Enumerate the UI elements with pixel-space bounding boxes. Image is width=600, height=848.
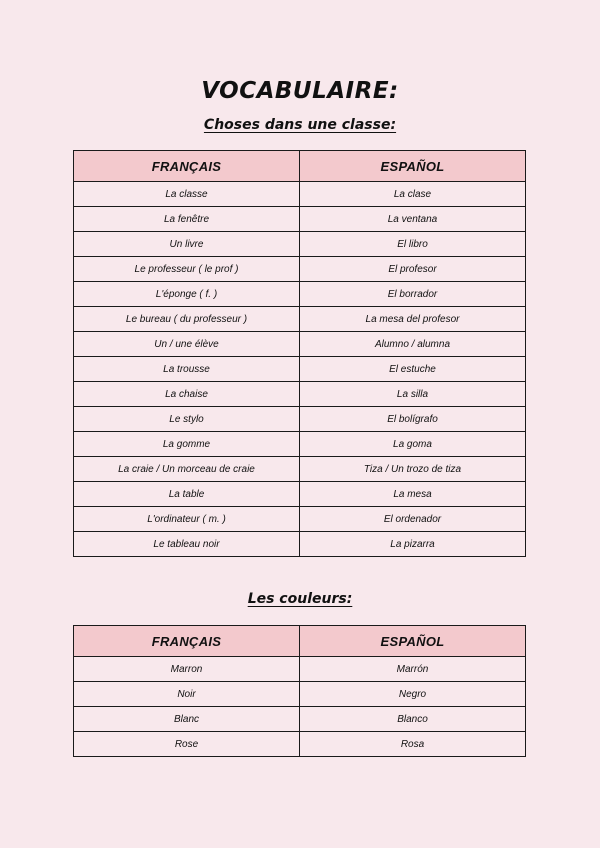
spanish-cell: La mesa del profesor bbox=[300, 307, 526, 332]
table-row bbox=[74, 307, 526, 332]
french-cell: La table bbox=[74, 482, 300, 507]
french-cell: L'éponge ( f. ) bbox=[74, 282, 300, 307]
french-cell: Le tableau noir bbox=[74, 532, 300, 557]
section-heading-colors: Les couleurs: bbox=[247, 591, 353, 607]
table-header-row bbox=[74, 151, 526, 182]
spanish-cell: El estuche bbox=[300, 357, 526, 382]
table-row bbox=[74, 682, 526, 707]
french-cell: La trousse bbox=[74, 357, 300, 382]
french-cell: Le stylo bbox=[74, 407, 300, 432]
classroom-vocab-table bbox=[73, 150, 526, 557]
spanish-cell: Marrón bbox=[300, 657, 526, 682]
table-header-row bbox=[74, 626, 526, 657]
french-cell: La chaise bbox=[74, 382, 300, 407]
french-cell: La craie / Un morceau de craie bbox=[74, 457, 300, 482]
spanish-cell: El borrador bbox=[300, 282, 526, 307]
spanish-cell: El profesor bbox=[300, 257, 526, 282]
french-cell: Blanc bbox=[74, 707, 300, 732]
french-cell: Un / une élève bbox=[74, 332, 300, 357]
table-row bbox=[74, 507, 526, 532]
table-row bbox=[74, 282, 526, 307]
spanish-cell: Tiza / Un trozo de tiza bbox=[300, 457, 526, 482]
spanish-cell: Negro bbox=[300, 682, 526, 707]
spanish-cell: El libro bbox=[300, 232, 526, 257]
table-row bbox=[74, 182, 526, 207]
spanish-cell: El bolígrafo bbox=[300, 407, 526, 432]
french-cell: La fenêtre bbox=[74, 207, 300, 232]
french-cell: Rose bbox=[74, 732, 300, 757]
table-row bbox=[74, 232, 526, 257]
table-row bbox=[74, 657, 526, 682]
table-row bbox=[74, 332, 526, 357]
table-row bbox=[74, 532, 526, 557]
table-row bbox=[74, 432, 526, 457]
table-row bbox=[74, 732, 526, 757]
column-header-spanish: ESPAÑOL bbox=[300, 626, 526, 657]
table-row bbox=[74, 457, 526, 482]
spanish-cell: Alumno / alumna bbox=[300, 332, 526, 357]
spanish-cell: La goma bbox=[300, 432, 526, 457]
french-cell: La classe bbox=[74, 182, 300, 207]
table-row bbox=[74, 707, 526, 732]
french-cell: Un livre bbox=[74, 232, 300, 257]
french-cell: Marron bbox=[74, 657, 300, 682]
spanish-cell: Rosa bbox=[300, 732, 526, 757]
colors-vocab-table bbox=[73, 625, 526, 757]
table-row bbox=[74, 407, 526, 432]
spanish-cell: La clase bbox=[300, 182, 526, 207]
table-row bbox=[74, 482, 526, 507]
section-heading-classroom: Choses dans une classe: bbox=[203, 117, 397, 133]
table-row bbox=[74, 382, 526, 407]
spanish-cell: La silla bbox=[300, 382, 526, 407]
page-title: VOCABULAIRE: bbox=[201, 78, 399, 104]
spanish-cell: El ordenador bbox=[300, 507, 526, 532]
column-header-spanish: ESPAÑOL bbox=[300, 151, 526, 182]
spanish-cell: La ventana bbox=[300, 207, 526, 232]
spanish-cell: La mesa bbox=[300, 482, 526, 507]
column-header-french: FRANÇAIS bbox=[74, 626, 300, 657]
french-cell: Noir bbox=[74, 682, 300, 707]
column-header-french: FRANÇAIS bbox=[74, 151, 300, 182]
table-row bbox=[74, 207, 526, 232]
french-cell: Le bureau ( du professeur ) bbox=[74, 307, 300, 332]
table-row bbox=[74, 357, 526, 382]
french-cell: L'ordinateur ( m. ) bbox=[74, 507, 300, 532]
french-cell: Le professeur ( le prof ) bbox=[74, 257, 300, 282]
french-cell: La gomme bbox=[74, 432, 300, 457]
table-row bbox=[74, 257, 526, 282]
spanish-cell: Blanco bbox=[300, 707, 526, 732]
spanish-cell: La pizarra bbox=[300, 532, 526, 557]
